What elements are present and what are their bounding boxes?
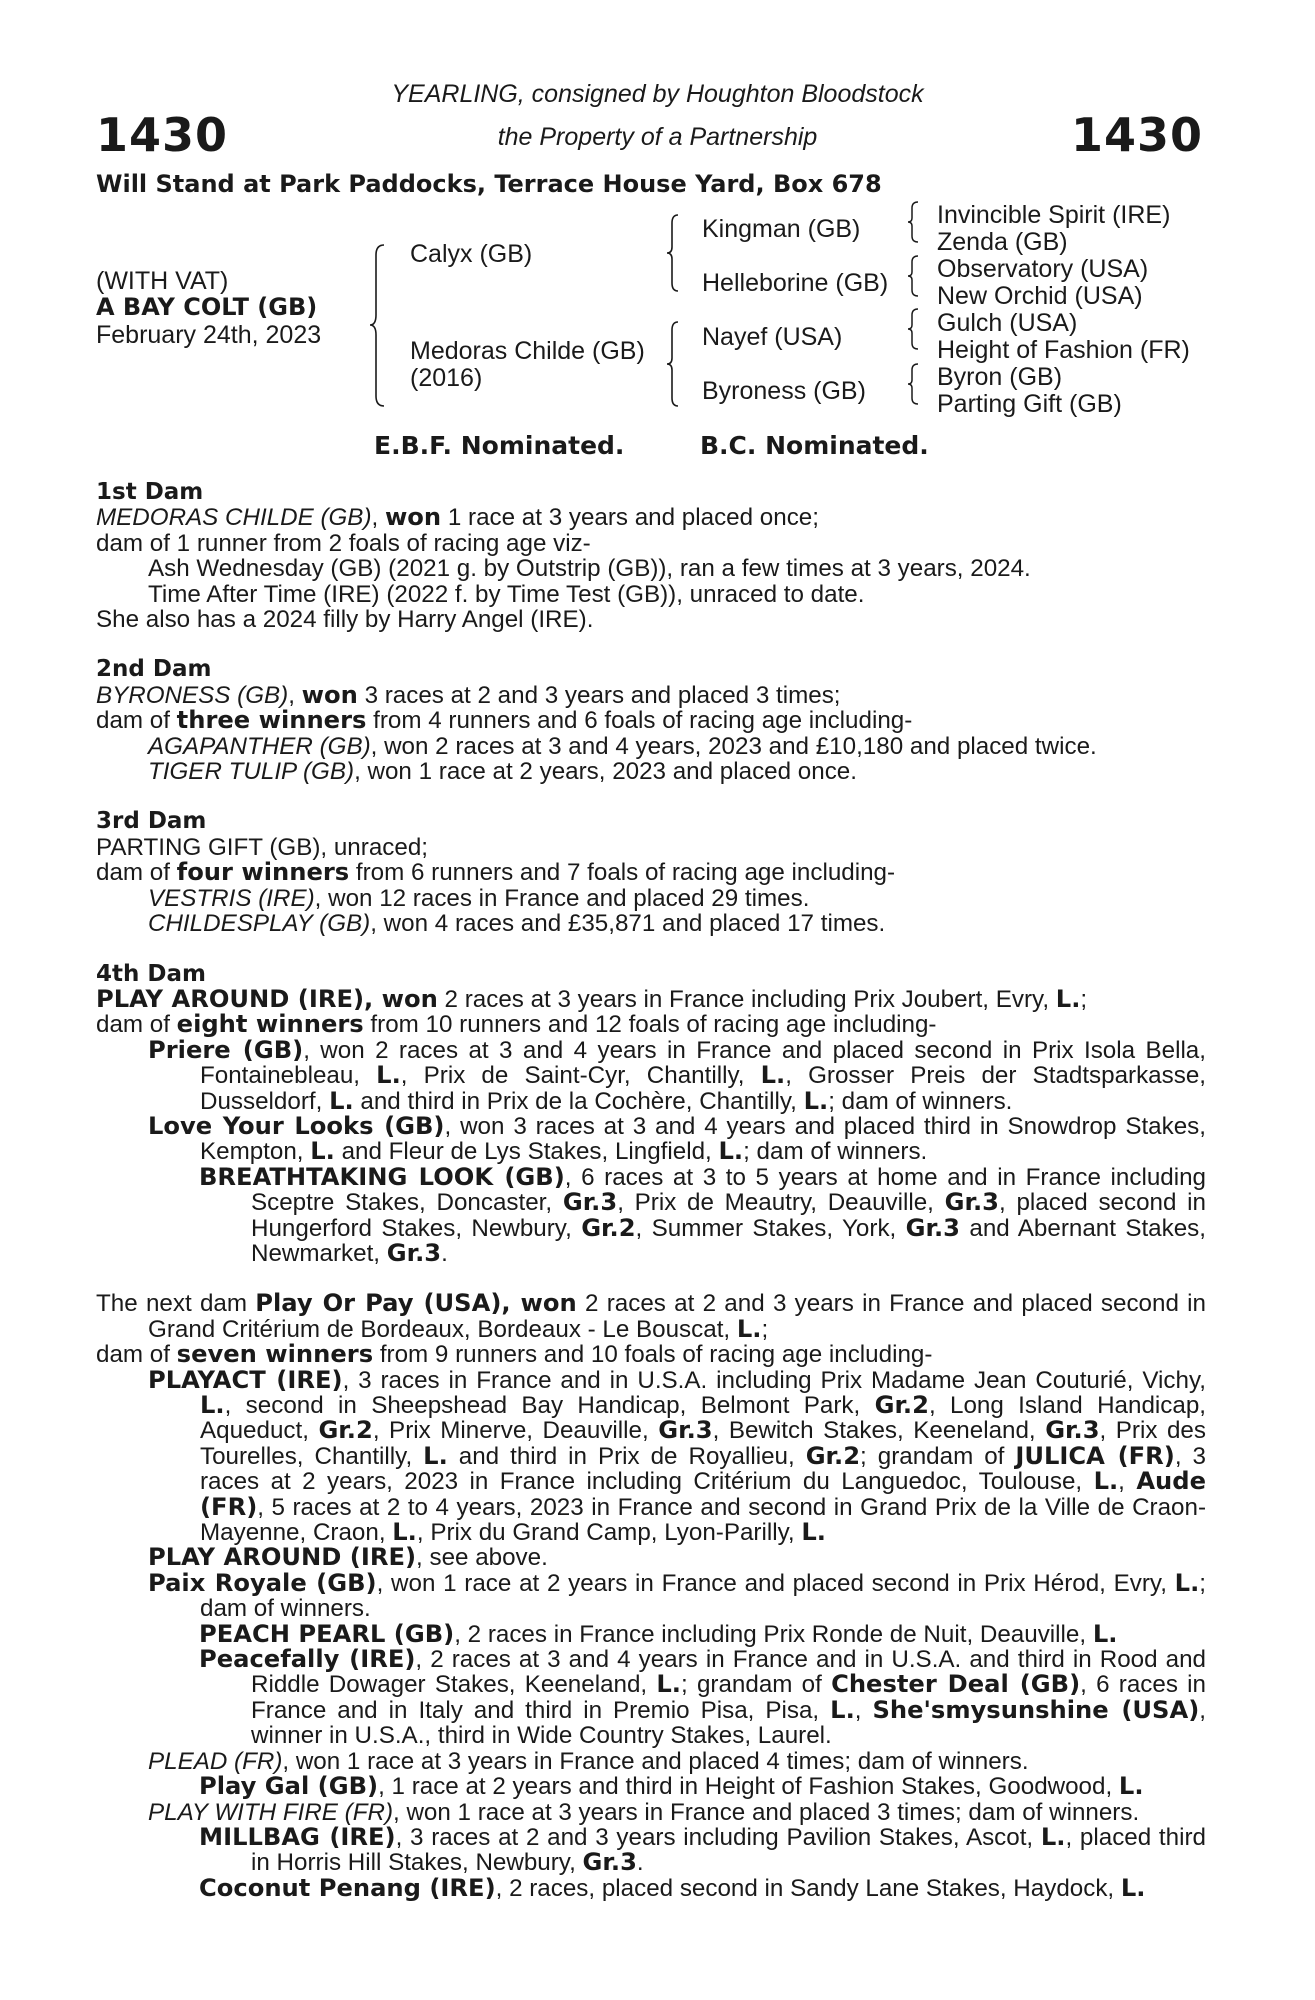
progeny-entry xyxy=(96,1568,1206,1623)
grade: L. xyxy=(423,1441,448,1470)
grandparent-8: Parting Gift (GB) xyxy=(937,390,1122,418)
progeny-entry xyxy=(96,1035,1206,1115)
progeny-name: TIGER TULIP (GB) xyxy=(148,758,355,786)
grade: L. xyxy=(1174,1568,1200,1597)
text: ; xyxy=(761,1315,769,1343)
grade: Gr.3 xyxy=(658,1416,713,1445)
lot-number-right: 1430 xyxy=(1070,108,1203,162)
text: , won 2 races at 3 and 4 years in France and placed second in Prix Isola Bella, Fontainebleau, xyxy=(200,1036,1206,1090)
next-dam-section xyxy=(96,1291,1206,1901)
first-dam-section: 1st Dam MEDORAS CHILDE (GB), won 1 race at 3 years and placed once; dam of 1 runner from 2 foals of racing age viz- Ash Wednesday (GB) (2021 g. by Outstrip (GB)), ran a few times at 3 years, 2024. Time After Time (IRE) (2022 f. by Time Test (GB)), unraced to date. She also has a 2024 filly by Harry Angel (IRE). xyxy=(96,480,1206,632)
progeny-name: PEACH PEARL (GB) xyxy=(199,1619,455,1648)
text: , 1 race at 2 years and third in Height of Fashion Stakes, Goodwood, xyxy=(378,1773,1119,1801)
progeny-name: BREATHTAKING LOOK (GB) xyxy=(199,1162,565,1191)
text: , Prix de Meautry, Deauville, xyxy=(617,1189,945,1217)
text: , 3 races in France and in U.S.A. including Prix Madame Jean Couturié, Vichy, xyxy=(342,1366,1206,1394)
progeny-name: Coconut Penang (IRE) xyxy=(199,1873,496,1902)
progeny-name: She'smysunshine (USA) xyxy=(872,1695,1200,1724)
text: The next dam xyxy=(96,1290,256,1318)
text: and Abernant Stakes, Newmarket, xyxy=(251,1214,1206,1267)
pedigree-brace-dam xyxy=(665,320,681,408)
second-dam-name: BYRONESS (GB) xyxy=(96,681,289,709)
progeny-record: , won 2 races at 3 and 4 years, 2023 and £10,180 and placed twice. xyxy=(370,732,1097,760)
grade: Gr.3 xyxy=(944,1188,999,1217)
progeny-entry xyxy=(96,1800,1206,1825)
progeny-name: PLEAD (FR) xyxy=(148,1747,283,1775)
text: , won 1 race at 2 years in France and placed second in Prix Hérod, Evry, xyxy=(376,1569,1175,1597)
grandparent-3: Observatory (USA) xyxy=(937,255,1149,283)
progeny-name: Paix Royale (GB) xyxy=(148,1568,377,1597)
grandparent-4: New Orchid (USA) xyxy=(937,282,1143,310)
consignor-line: YEARLING, consigned by Houghton Bloodstock xyxy=(391,80,924,108)
progeny-entry xyxy=(96,1365,1206,1547)
grade: Gr.3 xyxy=(386,1238,442,1267)
first-dam-name: MEDORAS CHILDE (GB) xyxy=(96,504,372,532)
text: and Fleur de Lys Stakes, Lingfield, xyxy=(334,1138,719,1166)
text: dam of xyxy=(96,1011,177,1039)
grandparent-1: Invincible Spirit (IRE) xyxy=(937,201,1171,229)
text: ; xyxy=(1080,985,1088,1013)
progeny-name: Love Your Looks (GB) xyxy=(148,1111,445,1140)
text: dam of xyxy=(96,707,177,735)
text: , won 1 race at 3 years in France and placed 3 times; dam of winners. xyxy=(393,1798,1140,1826)
text: from 9 runners and 10 foals of racing age including- xyxy=(373,1341,933,1369)
text: , placed third in Horris Hill Stakes, Newbury, xyxy=(251,1823,1206,1877)
progeny-entry xyxy=(96,1545,1206,1570)
first-dam-foal-2: Time After Time (IRE) (2022 f. by Time Test (GB)), unraced to date. xyxy=(148,580,865,608)
sire-dam: Helleborine (GB) xyxy=(702,269,889,297)
text: , Prix de Saint-Cyr, Chantilly, xyxy=(400,1062,761,1090)
grade: L. xyxy=(1093,1467,1119,1496)
progeny-name: PLAY WITH FIRE (FR) xyxy=(148,1798,394,1826)
progeny-record: , won 1 race at 2 years, 2023 and placed once. xyxy=(354,758,857,786)
grade: Gr.2 xyxy=(581,1213,636,1242)
text: from 4 runners and 6 foals of racing age including- xyxy=(366,707,913,735)
progeny-name: Aude (FR) xyxy=(200,1467,1206,1521)
progeny-entry xyxy=(96,1162,1207,1267)
text: , Grosser Preis der Stadtsparkasse, Dusseldorf, xyxy=(200,1062,1206,1115)
text: , Summer Stakes, York, xyxy=(635,1214,906,1242)
progeny-entry xyxy=(96,1873,1206,1902)
grade: L. xyxy=(801,1518,826,1547)
text: ; grandam of xyxy=(681,1671,832,1699)
grade: Gr.2 xyxy=(874,1391,929,1419)
ebf-nominated: E.B.F. Nominated. xyxy=(374,431,625,460)
grandparent-7: Byron (GB) xyxy=(937,363,1063,391)
text: , Prix des Tourelles, Chantilly, xyxy=(200,1417,1206,1470)
grade: L. xyxy=(760,1061,786,1090)
grade: Gr.2 xyxy=(318,1416,373,1445)
text: and third in Prix de Royallieu, xyxy=(447,1442,806,1470)
progeny-name: Priere (GB) xyxy=(148,1035,304,1064)
text: . xyxy=(441,1239,448,1267)
grade: L. xyxy=(200,1391,225,1419)
text: 2 races at 2 and 3 years in France and placed second in Grand Critérium de Bordeaux, Bordeaux - Le Bouscat, xyxy=(148,1290,1207,1343)
grade: L. xyxy=(376,1061,401,1090)
horse-dob: February 24th, 2023 xyxy=(96,321,322,349)
next-dam-name: Play Or Pay (USA), won xyxy=(255,1289,577,1318)
text: ; dam of winners. xyxy=(200,1569,1206,1623)
progeny-entry xyxy=(96,1111,1206,1166)
second-dam-section: 2nd Dam BYRONESS (GB), won 3 races at 2 and 3 years and placed 3 times; dam of three winners from 4 runners and 6 foals of racing age including- AGAPANTHER (GB), won 2 races at 3 and 4 years, 2023 and £10,180 and placed twice. TIGER TULIP (GB), won 1 race at 2 years, 2023 and placed once. xyxy=(96,657,1206,784)
progeny-name: JULICA (FR) xyxy=(1015,1441,1175,1470)
lot-number-left: 1430 xyxy=(96,108,229,162)
grade: Gr.3 xyxy=(562,1188,618,1217)
pedigree-brace-main xyxy=(368,243,388,408)
grade: L. xyxy=(310,1137,335,1166)
text: , 2 races, placed second in Sandy Lane Stakes, Haydock, xyxy=(495,1874,1121,1902)
dam-dam: Byroness (GB) xyxy=(702,377,866,405)
property-line: the Property of a Partnership xyxy=(497,123,818,151)
second-dam-record: 3 races at 2 and 3 years and placed 3 times; xyxy=(357,681,841,709)
grade: L. xyxy=(718,1137,744,1166)
fourth-dam-section xyxy=(96,962,1206,1267)
winners-count: four winners xyxy=(176,858,350,887)
grandparent-2: Zenda (GB) xyxy=(937,228,1068,256)
text: . xyxy=(636,1849,644,1877)
text: , xyxy=(854,1696,873,1724)
text: , 2 races in France including Prix Ronde de Nuit, Deauville, xyxy=(454,1620,1093,1648)
stand-location: Will Stand at Park Paddocks, Terrace House Yard, Box 678 xyxy=(96,170,882,198)
text: ; grandam of xyxy=(860,1442,1016,1470)
third-dam-title: 3rd Dam xyxy=(96,808,207,835)
text: ; dam of winners. xyxy=(743,1138,928,1166)
text: from 10 runners and 12 foals of racing age including- xyxy=(363,1011,937,1039)
progeny-name: AGAPANTHER (GB) xyxy=(148,732,371,760)
first-dam-record: 1 race at 3 years and placed once; xyxy=(441,504,819,532)
first-dam-title: 1st Dam xyxy=(96,479,204,505)
text: , won 1 race at 3 years in France and placed 4 times; dam of winners. xyxy=(282,1747,1029,1775)
grade: L. xyxy=(329,1086,354,1115)
progeny-entry xyxy=(96,1822,1206,1877)
grade: Gr.3 xyxy=(582,1848,637,1877)
text: , 6 races at 3 to 5 years at home and in France including Sceptre Stakes, Doncaster, xyxy=(251,1163,1207,1217)
grandparent-6: Height of Fashion (FR) xyxy=(937,336,1190,364)
grade: L. xyxy=(656,1670,681,1699)
text: , 6 races in France and in Italy and third in Premio Pisa, Pisa, xyxy=(251,1671,1206,1724)
text: ; dam of winners. xyxy=(828,1087,1013,1115)
text: , 3 races at 2 and 3 years including Pavilion Stakes, Ascot, xyxy=(395,1823,1041,1851)
text: , see above. xyxy=(416,1544,548,1572)
third-dam-name: PARTING GIFT (GB), unraced; xyxy=(96,833,428,861)
winners-count: seven winners xyxy=(176,1340,374,1369)
sire: Calyx (GB) xyxy=(410,240,533,268)
first-dam-won: won xyxy=(384,503,442,532)
grade: L. xyxy=(1040,1822,1066,1851)
progeny-entry xyxy=(96,1619,1206,1648)
pedigree-brace-g4 xyxy=(906,362,920,406)
grade: L. xyxy=(1055,984,1081,1013)
text: , winner in U.S.A., third in Wide Country Stakes, Laurel. xyxy=(251,1696,1206,1750)
text: from 6 runners and 7 foals of racing age including- xyxy=(349,859,896,887)
dam-sire: Nayef (USA) xyxy=(702,323,843,351)
grade: Gr.3 xyxy=(1045,1416,1100,1445)
first-dam-note: She also has a 2024 filly by Harry Angel (IRE). xyxy=(96,606,594,634)
dam-year: (2016) xyxy=(410,364,483,392)
text: , xyxy=(1118,1468,1137,1496)
pedigree-brace-g3 xyxy=(906,307,920,351)
progeny-name: PLAYACT (IRE) xyxy=(148,1365,343,1394)
text: , 3 races at 2 years, 2023 in France including Critérium du Languedoc, Toulouse, xyxy=(200,1442,1206,1496)
text: , Long Island Handicap, Aqueduct, xyxy=(200,1392,1206,1445)
grade: Gr.3 xyxy=(905,1213,960,1242)
text: , Prix du Grand Camp, Lyon-Parilly, xyxy=(416,1519,802,1547)
text: , placed second in Hungerford Stakes, Newbury, xyxy=(251,1189,1207,1242)
text: , won 3 races at 3 and 4 years and placed third in Snowdrop Stakes, Kempton, xyxy=(200,1112,1206,1166)
grade: L. xyxy=(1092,1619,1118,1648)
text: , 5 races at 2 to 4 years, 2023 in France and second in Grand Prix de la Ville de Craon-Mayenne, Craon, xyxy=(200,1493,1206,1547)
grade: L. xyxy=(1118,1772,1144,1801)
grade: L. xyxy=(736,1314,762,1343)
grade: L. xyxy=(830,1695,855,1724)
progeny-entry xyxy=(96,1749,1206,1774)
grade: Gr.2 xyxy=(805,1441,861,1470)
progeny-name: PLAY AROUND (IRE) xyxy=(148,1543,417,1572)
grade: L. xyxy=(803,1086,829,1115)
text: , Prix Minerve, Deauville, xyxy=(372,1417,659,1445)
text: 2 races at 3 years in France including Prix Joubert, Evry, xyxy=(437,985,1056,1013)
text: dam of xyxy=(96,1341,177,1369)
second-dam-won: won xyxy=(301,680,358,709)
dam-produce-record xyxy=(96,480,1206,1926)
vat-label: (WITH VAT) xyxy=(96,267,229,295)
pedigree-brace-sire xyxy=(665,213,681,293)
grandparent-5: Gulch (USA) xyxy=(937,309,1078,337)
text: and third in Prix de la Cochère, Chantilly, xyxy=(353,1087,804,1115)
progeny-name: MILLBAG (IRE) xyxy=(199,1822,396,1851)
progeny-name: VESTRIS (IRE) xyxy=(148,884,315,912)
bc-nominated: B.C. Nominated. xyxy=(700,431,929,460)
text: dam of xyxy=(96,859,177,887)
progeny-record: , won 4 races and £35,871 and placed 17 times. xyxy=(370,910,886,938)
first-dam-foal-1: Ash Wednesday (GB) (2021 g. by Outstrip (GB)), ran a few times at 3 years, 2024. xyxy=(148,555,1031,583)
progeny-name: Play Gal (GB) xyxy=(199,1772,379,1801)
fourth-dam-title: 4th Dam xyxy=(96,960,206,987)
pedigree-brace-g2 xyxy=(906,254,920,298)
progeny-record: , won 12 races in France and placed 29 times. xyxy=(314,884,810,912)
progeny-name: Peacefally (IRE) xyxy=(199,1645,416,1674)
winners-count: three winners xyxy=(176,706,367,735)
grade: L. xyxy=(1120,1873,1146,1902)
progeny-entry xyxy=(96,1647,1206,1749)
text: , second in Sheepshead Bay Handicap, Belmont Park, xyxy=(224,1392,875,1419)
text: , 2 races at 3 and 4 years in France and in U.S.A. and third in Rood and Riddle Dowager Stakes, Keeneland, xyxy=(251,1646,1206,1699)
winners-count: eight winners xyxy=(176,1010,364,1039)
pedigree-brace-g1 xyxy=(906,200,920,244)
dam: Medoras Childe (GB) xyxy=(410,337,645,365)
progeny-entry xyxy=(96,1774,1206,1799)
progeny-name: Chester Deal (GB) xyxy=(831,1670,1081,1699)
third-dam-section xyxy=(96,809,1206,936)
progeny-name: CHILDESPLAY (GB) xyxy=(148,910,371,938)
sire-sire: Kingman (GB) xyxy=(702,215,861,243)
fourth-dam-name: PLAY AROUND (IRE), won xyxy=(96,984,438,1013)
grade: L. xyxy=(392,1518,417,1547)
second-dam-title: 2nd Dam xyxy=(96,656,212,683)
text: , Bewitch Stakes, Keeneland, xyxy=(712,1417,1046,1445)
horse-name: A BAY COLT (GB) xyxy=(96,293,318,321)
first-dam-produce-summary: dam of 1 runner from 2 foals of racing age viz- xyxy=(96,529,591,557)
